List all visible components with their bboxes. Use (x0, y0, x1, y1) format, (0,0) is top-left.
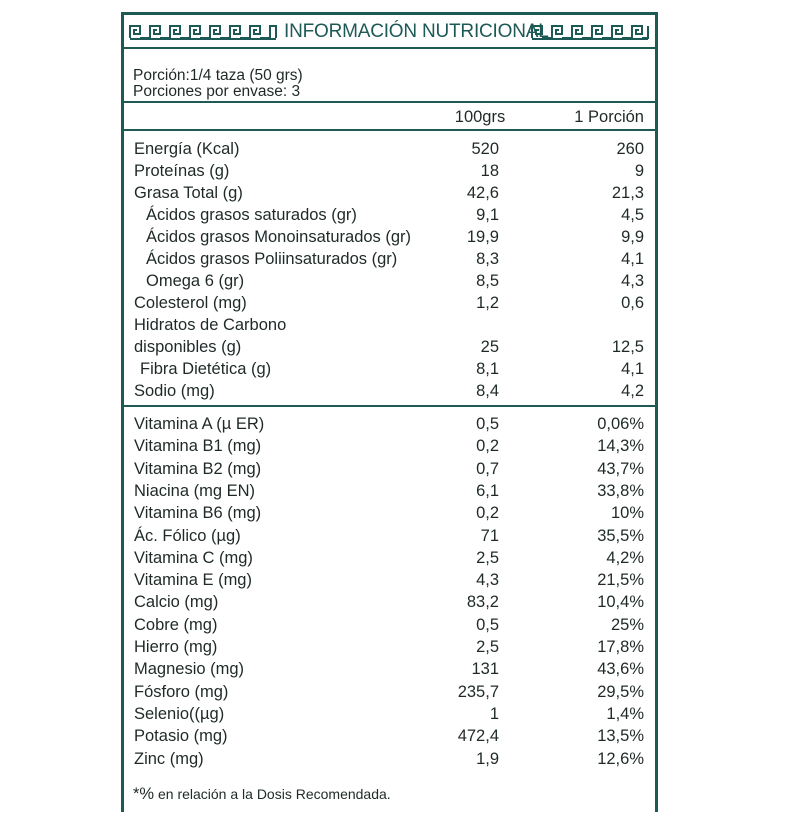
value-portion: 4,3 (621, 272, 644, 290)
value-100g: 8,3 (476, 250, 499, 268)
value-100g: 0,5 (476, 415, 499, 433)
table-row (124, 336, 655, 358)
value-portion: 12,5 (611, 338, 644, 356)
value-100g: 472,4 (457, 727, 499, 746)
table-row (124, 358, 655, 380)
value-100g: 18 (480, 162, 499, 180)
value-100g: 2,5 (476, 548, 499, 567)
value-portion: 10,4% (597, 593, 644, 612)
table-row (124, 725, 655, 747)
value-portion: 14,3% (597, 437, 644, 456)
column-header-portion: 1 Porción (574, 108, 644, 126)
table-row (124, 248, 655, 270)
vitamin-name: Potasio (mg) (134, 727, 228, 746)
value-portion: 0,6 (621, 294, 644, 312)
footnote-marker: *% (133, 785, 155, 803)
serving-size: Porción:1/4 taza (50 grs) (133, 67, 303, 84)
value-portion: 4,2 (621, 382, 644, 400)
nutrient-name: Ácidos grasos Poliinsaturados (gr) (146, 250, 398, 268)
greek-key-border-right (530, 24, 650, 40)
value-100g: 235,7 (457, 682, 499, 701)
value-portion: 10% (610, 504, 644, 523)
value-100g: 42,6 (466, 184, 499, 202)
table-row (124, 703, 655, 725)
value-portion: 35,5% (597, 526, 644, 545)
nutrient-name: Colesterol (mg) (134, 294, 247, 312)
value-portion: 4,2% (606, 548, 644, 567)
vitamin-name: Vitamina B1 (mg) (134, 437, 262, 456)
vitamin-name: Vitamina E (mg) (134, 571, 252, 590)
vitamin-name: Fósforo (mg) (134, 682, 229, 701)
table-row (124, 480, 655, 502)
value-portion: 4,1 (621, 360, 644, 378)
value-portion: 260 (616, 140, 644, 158)
value-100g: 131 (471, 660, 499, 679)
value-100g: 0,2 (476, 504, 499, 523)
table-row (124, 614, 655, 636)
vitamin-name: Ác. Fólico (µg) (134, 526, 241, 545)
table-row (124, 204, 655, 226)
table-row (124, 182, 655, 204)
table-row (124, 569, 655, 591)
value-portion: 4,1 (621, 250, 644, 268)
value-portion: 4,5 (621, 206, 644, 224)
value-portion: 43,6% (597, 660, 644, 679)
footnote (133, 785, 391, 803)
value-100g: 8,4 (476, 382, 499, 400)
value-portion: 43,7% (597, 459, 644, 478)
vitamin-name: Niacina (mg EN) (134, 481, 256, 500)
column-headers (124, 103, 655, 131)
nutrition-facts-panel (121, 12, 658, 812)
value-100g: 8,1 (476, 360, 499, 378)
table-row (124, 547, 655, 569)
panel-title: INFORMACIÓN NUTRICIONAL (284, 21, 549, 42)
value-100g: 0,7 (476, 459, 499, 478)
value-portion: 29,5% (597, 682, 644, 701)
value-100g: 9,1 (476, 206, 499, 224)
vitamin-name: Cobre (mg) (134, 615, 218, 634)
vitamin-name: Magnesio (mg) (134, 660, 245, 679)
value-portion: 21,5% (597, 571, 644, 590)
value-portion: 25% (610, 615, 644, 634)
value-100g: 4,3 (476, 571, 499, 590)
value-portion: 13,5% (597, 727, 644, 746)
nutrient-name: Energía (Kcal) (134, 140, 240, 158)
panel-header (124, 15, 655, 49)
column-header-100g: 100grs (454, 108, 506, 126)
value-portion: 9,9 (621, 228, 644, 246)
value-100g: 0,2 (476, 437, 499, 456)
table-row (124, 314, 655, 336)
nutrient-name: Sodio (mg) (134, 382, 215, 400)
nutrient-name: Ácidos grasos saturados (gr) (146, 206, 357, 224)
nutrient-name: Fibra Dietética (g) (140, 360, 272, 378)
vitamin-name: Vitamina C (mg) (134, 548, 253, 567)
nutrient-name: disponibles (g) (134, 338, 242, 356)
table-row (124, 591, 655, 613)
vitamin-name: Calcio (mg) (134, 593, 219, 612)
value-100g: 1,9 (476, 749, 499, 768)
macronutrients-section (124, 131, 655, 407)
vitamin-name: Vitamina B2 (mg) (134, 459, 262, 478)
vitamin-name: Zinc (mg) (134, 749, 204, 768)
table-row (124, 636, 655, 658)
nutrient-name: Omega 6 (gr) (146, 272, 245, 290)
table-row (124, 226, 655, 248)
nutrient-name: Ácidos grasos Monoinsaturados (gr) (146, 228, 412, 246)
value-100g: 25 (480, 338, 499, 356)
footnote-text: en relación a la Dosis Recomendada. (154, 786, 391, 802)
value-100g: 1 (489, 704, 499, 723)
vitamin-name: Selenio((µg) (134, 704, 225, 723)
servings-per-container: Porciones por envase: 3 (133, 83, 301, 100)
table-row (124, 270, 655, 292)
value-portion: 1,4% (606, 704, 644, 723)
table-row (124, 502, 655, 524)
table-row (124, 380, 655, 402)
table-row (124, 413, 655, 435)
serving-info (124, 49, 655, 103)
value-100g: 2,5 (476, 638, 499, 656)
value-portion: 12,6% (597, 749, 644, 768)
table-row (124, 160, 655, 182)
value-100g: 19,9 (466, 228, 499, 246)
table-row (124, 292, 655, 314)
vitamin-name: Hierro (mg) (134, 638, 218, 656)
vitamins-minerals-section (124, 407, 655, 817)
value-portion: 33,8% (597, 481, 644, 500)
vitamin-name: Vitamina A (µ ER) (134, 415, 265, 433)
nutrient-name: Proteínas (g) (134, 162, 230, 180)
value-100g: 6,1 (476, 481, 499, 500)
value-100g: 520 (471, 140, 499, 158)
value-100g: 8,5 (476, 272, 499, 290)
table-row (124, 435, 655, 457)
value-portion: 17,8% (597, 638, 644, 656)
table-row (124, 658, 655, 680)
value-100g: 1,2 (476, 294, 499, 312)
table-row (124, 681, 655, 703)
table-row (124, 138, 655, 160)
nutrient-name: Grasa Total (g) (134, 184, 243, 202)
value-portion: 9 (634, 162, 644, 180)
nutrient-name: Hidratos de Carbono (134, 316, 287, 334)
table-row (124, 458, 655, 480)
value-portion: 21,3 (611, 184, 644, 202)
vitamin-name: Vitamina B6 (mg) (134, 504, 262, 523)
greek-key-border-left (128, 24, 278, 40)
table-row (124, 525, 655, 547)
table-row (124, 748, 655, 770)
value-100g: 83,2 (466, 593, 499, 612)
value-100g: 0,5 (476, 615, 499, 634)
value-portion: 0,06% (597, 415, 644, 433)
value-100g: 71 (480, 526, 499, 545)
